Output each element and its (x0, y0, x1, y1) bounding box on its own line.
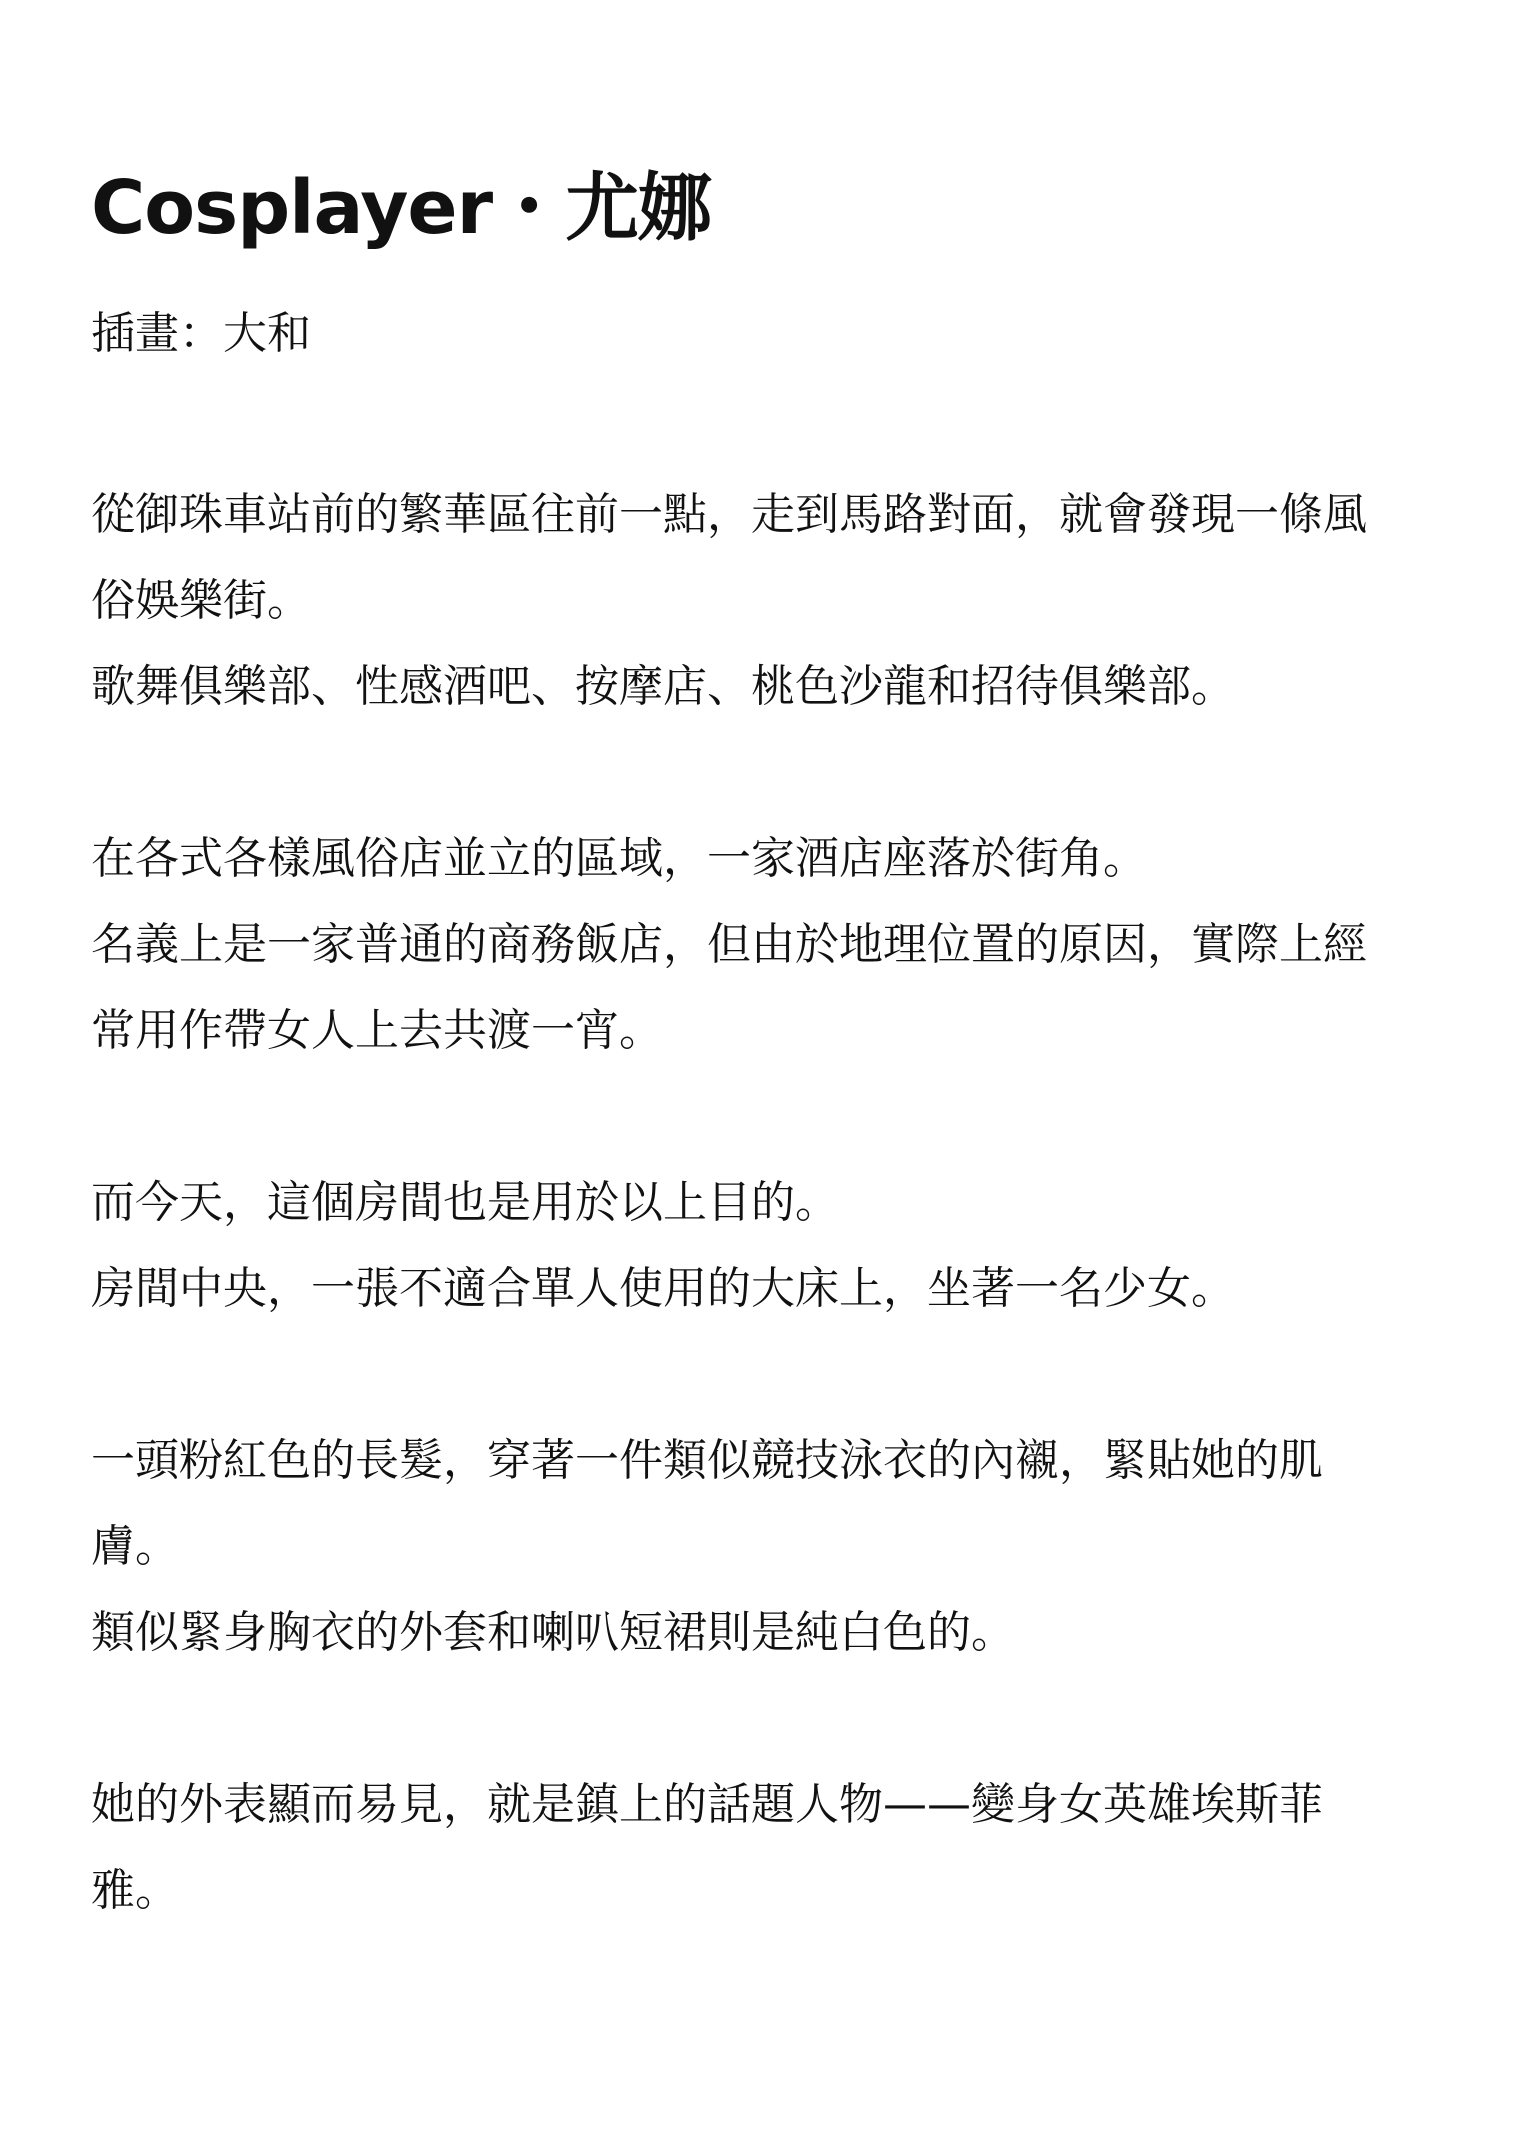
chapter-title: Cosplayer・尤娜 (91, 165, 712, 251)
text-line: 從御珠車站前的繁華區往前一點，走到馬路對面，就會發現一條風 (91, 489, 1367, 540)
paragraph (91, 1418, 1431, 1676)
text-line: 常用作帶女人上去共渡一宵。 (91, 1005, 663, 1056)
text-line: 類似緊身胸衣的外套和喇叭短裙則是純白色的。 (91, 1607, 1015, 1658)
text-line: 膚。 (91, 1521, 179, 1572)
text-line: 在各式各樣風俗店並立的區域，一家酒店座落於街角。 (91, 833, 1147, 884)
text-line: 而今天，這個房間也是用於以上目的。 (91, 1177, 839, 1228)
text-line: 俗娛樂街。 (91, 575, 311, 626)
text-line: 雅。 (91, 1865, 179, 1916)
text-line: 名義上是一家普通的商務飯店，但由於地理位置的原因，實際上經 (91, 919, 1367, 970)
body-text (91, 472, 1431, 2020)
illustrator-credit: 插畫：大和 (91, 308, 311, 359)
paragraph (91, 816, 1431, 1074)
paragraph (91, 1762, 1431, 1934)
text-line: 房間中央，一張不適合單人使用的大床上，坐著一名少女。 (91, 1263, 1235, 1314)
paragraph (91, 472, 1431, 730)
text-line: 歌舞俱樂部、性感酒吧、按摩店、桃色沙龍和招待俱樂部。 (91, 661, 1235, 712)
text-line: 她的外表顯而易見，就是鎮上的話題人物——變身女英雄埃斯菲 (91, 1779, 1323, 1830)
paragraph (91, 1160, 1431, 1332)
text-line: 一頭粉紅色的長髮，穿著一件類似競技泳衣的內襯，緊貼她的肌 (91, 1435, 1323, 1486)
